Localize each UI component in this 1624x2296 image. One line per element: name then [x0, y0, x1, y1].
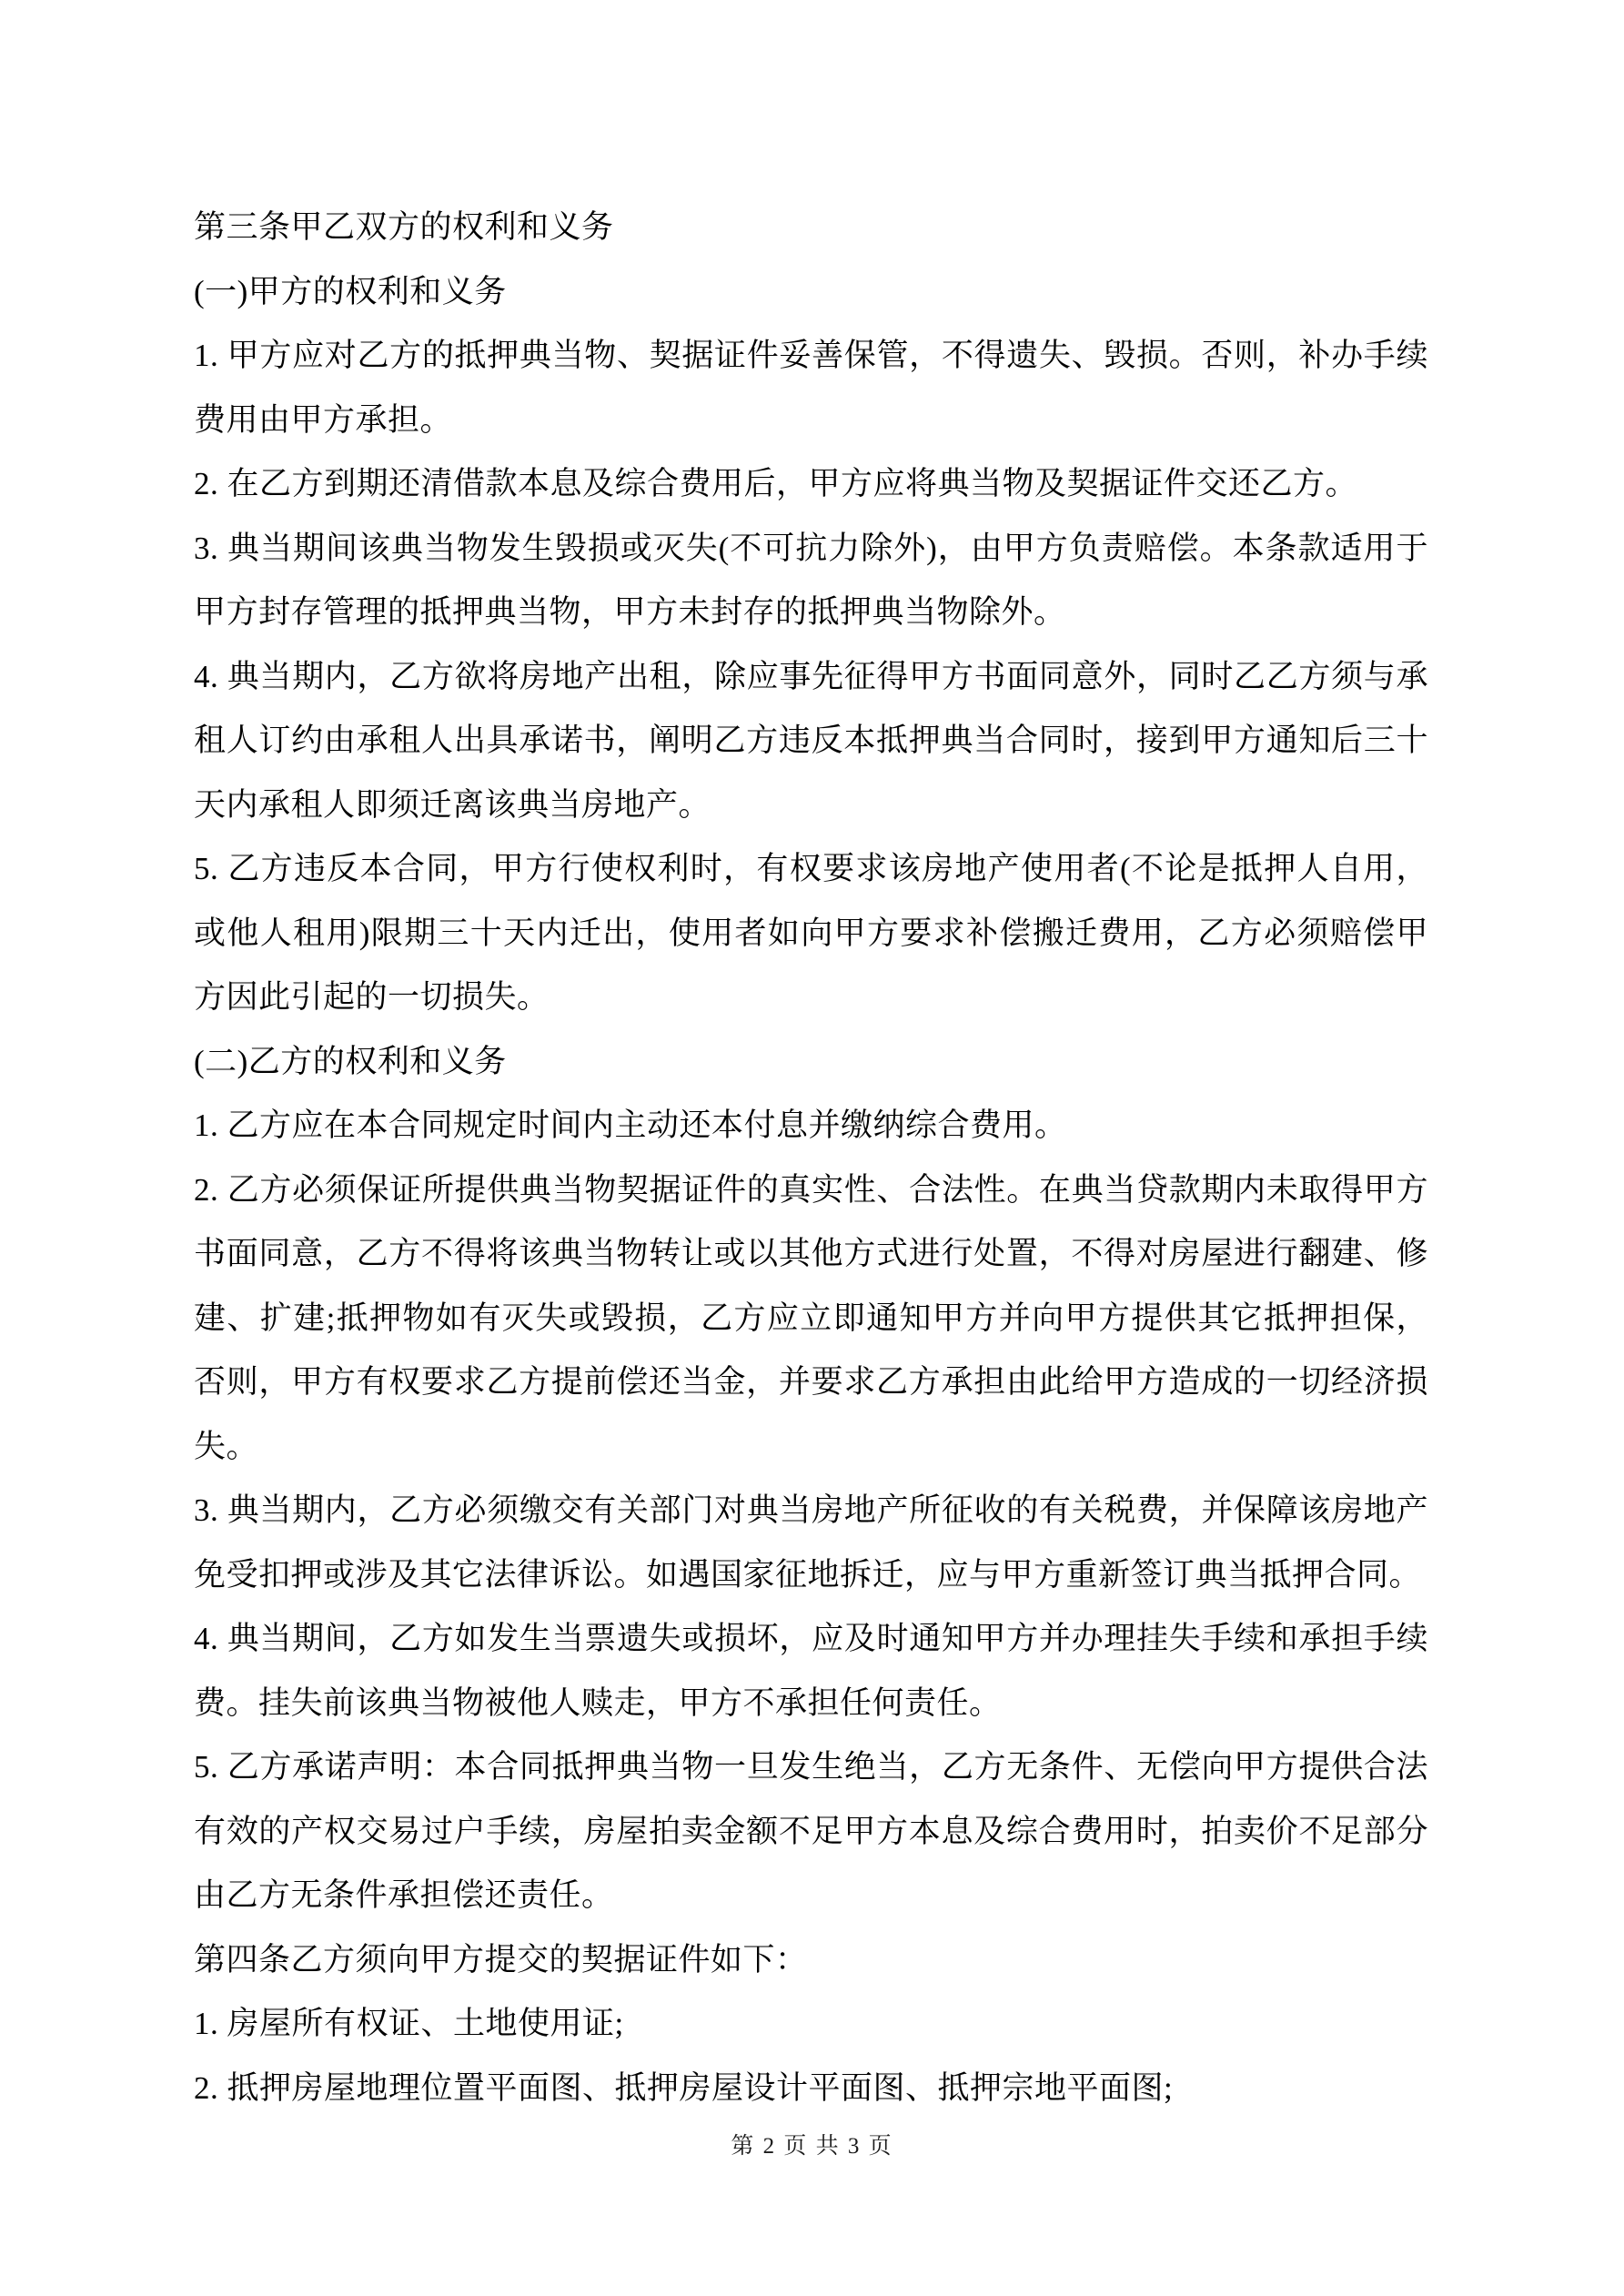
text-line: 第四条乙方须向甲方提交的契据证件如下： [194, 1941, 808, 1977]
text-line: 3. 典当期内，乙方必须缴交有关部门对典当房地产所征收的有关税费，并保障该房地产 [194, 1492, 1428, 1528]
page-footer: 第 2 页 共 3 页 [731, 2134, 893, 2159]
text-line: 1. 乙方应在本合同规定时间内主动还本付息并缴纳综合费用。 [194, 1108, 1067, 1143]
text-line: 或他人租用)限期三十天内迁出，使用者如向甲方要求补偿搬迁费用，乙方必须赔偿甲 [194, 915, 1428, 951]
text-line: 4. 典当期内，乙方欲将房地产出租，除应事先征得甲方书面同意外，同时乙乙方须与承 [194, 658, 1428, 694]
text-line: 费用由甲方承担。 [194, 401, 453, 438]
text-line: 2. 抵押房屋地理位置平面图、抵押房屋设计平面图、抵押宗地平面图; [194, 2069, 1174, 2106]
document-body [194, 196, 1428, 2120]
text-line: 书面同意，乙方不得将该典当物转让或以其他方式进行处置，不得对房屋进行翻建、修 [194, 1236, 1428, 1271]
text-line: 1. 甲方应对乙方的抵押典当物、契据证件妥善保管，不得遗失、毁损。否则，补办手续 [194, 338, 1428, 373]
text-line: 失。 [194, 1428, 259, 1464]
text-line: 有效的产权交易过户手续，房屋拍卖金额不足甲方本息及综合费用时，拍卖价不足部分 [194, 1813, 1428, 1849]
text-line: 由乙方无条件承担偿还责任。 [194, 1877, 614, 1913]
text-line: 第三条甲乙双方的权利和义务 [194, 209, 614, 245]
text-line: 方因此引起的一切损失。 [194, 979, 550, 1015]
text-line: (二)乙方的权利和义务 [194, 1043, 507, 1079]
text-line: 费。挂失前该典当物被他人赎走，甲方不承担任何责任。 [194, 1684, 1002, 1721]
text-line: 建、扩建;抵押物如有灭失或毁损，乙方应立即通知甲方并向甲方提供其它抵押担保， [194, 1300, 1428, 1336]
text-line: 租人订约由承租人出具承诺书，阐明乙方违反本抵押典当合同时，接到甲方通知后三十 [194, 723, 1428, 758]
text-line: 天内承租人即须迁离该典当房地产。 [194, 786, 711, 823]
text-line: 免受扣押或涉及其它法律诉讼。如遇国家征地拆迁，应与甲方重新签订典当抵押合同。 [194, 1556, 1422, 1593]
text-line: 否则，甲方有权要求乙方提前偿还当金，并要求乙方承担由此给甲方造成的一切经济损 [194, 1364, 1428, 1400]
text-line: 甲方封存管理的抵押典当物，甲方未封存的抵押典当物除外。 [194, 594, 1066, 630]
text-line: 5. 乙方违反本合同，甲方行使权利时，有权要求该房地产使用者(不论是抵押人自用， [194, 851, 1428, 886]
text-line: 2. 在乙方到期还清借款本息及综合费用后，甲方应将典当物及契据证件交还乙方。 [194, 466, 1358, 501]
text-line: (一)甲方的权利和义务 [194, 273, 507, 309]
text-line: 4. 典当期间，乙方如发生当票遗失或损坏，应及时通知甲方并办理挂失手续和承担手续 [194, 1621, 1428, 1656]
text-line: 3. 典当期间该典当物发生毁损或灭失(不可抗力除外)，由甲方负责赔偿。本条款适用于 [194, 530, 1428, 566]
text-line: 2. 乙方必须保证所提供典当物契据证件的真实性、合法性。在典当贷款期内未取得甲方 [194, 1171, 1428, 1208]
text-line: 5. 乙方承诺声明：本合同抵押典当物一旦发生绝当，乙方无条件、无偿向甲方提供合法 [194, 1749, 1428, 1785]
text-line: 1. 房屋所有权证、土地使用证; [194, 2006, 624, 2041]
